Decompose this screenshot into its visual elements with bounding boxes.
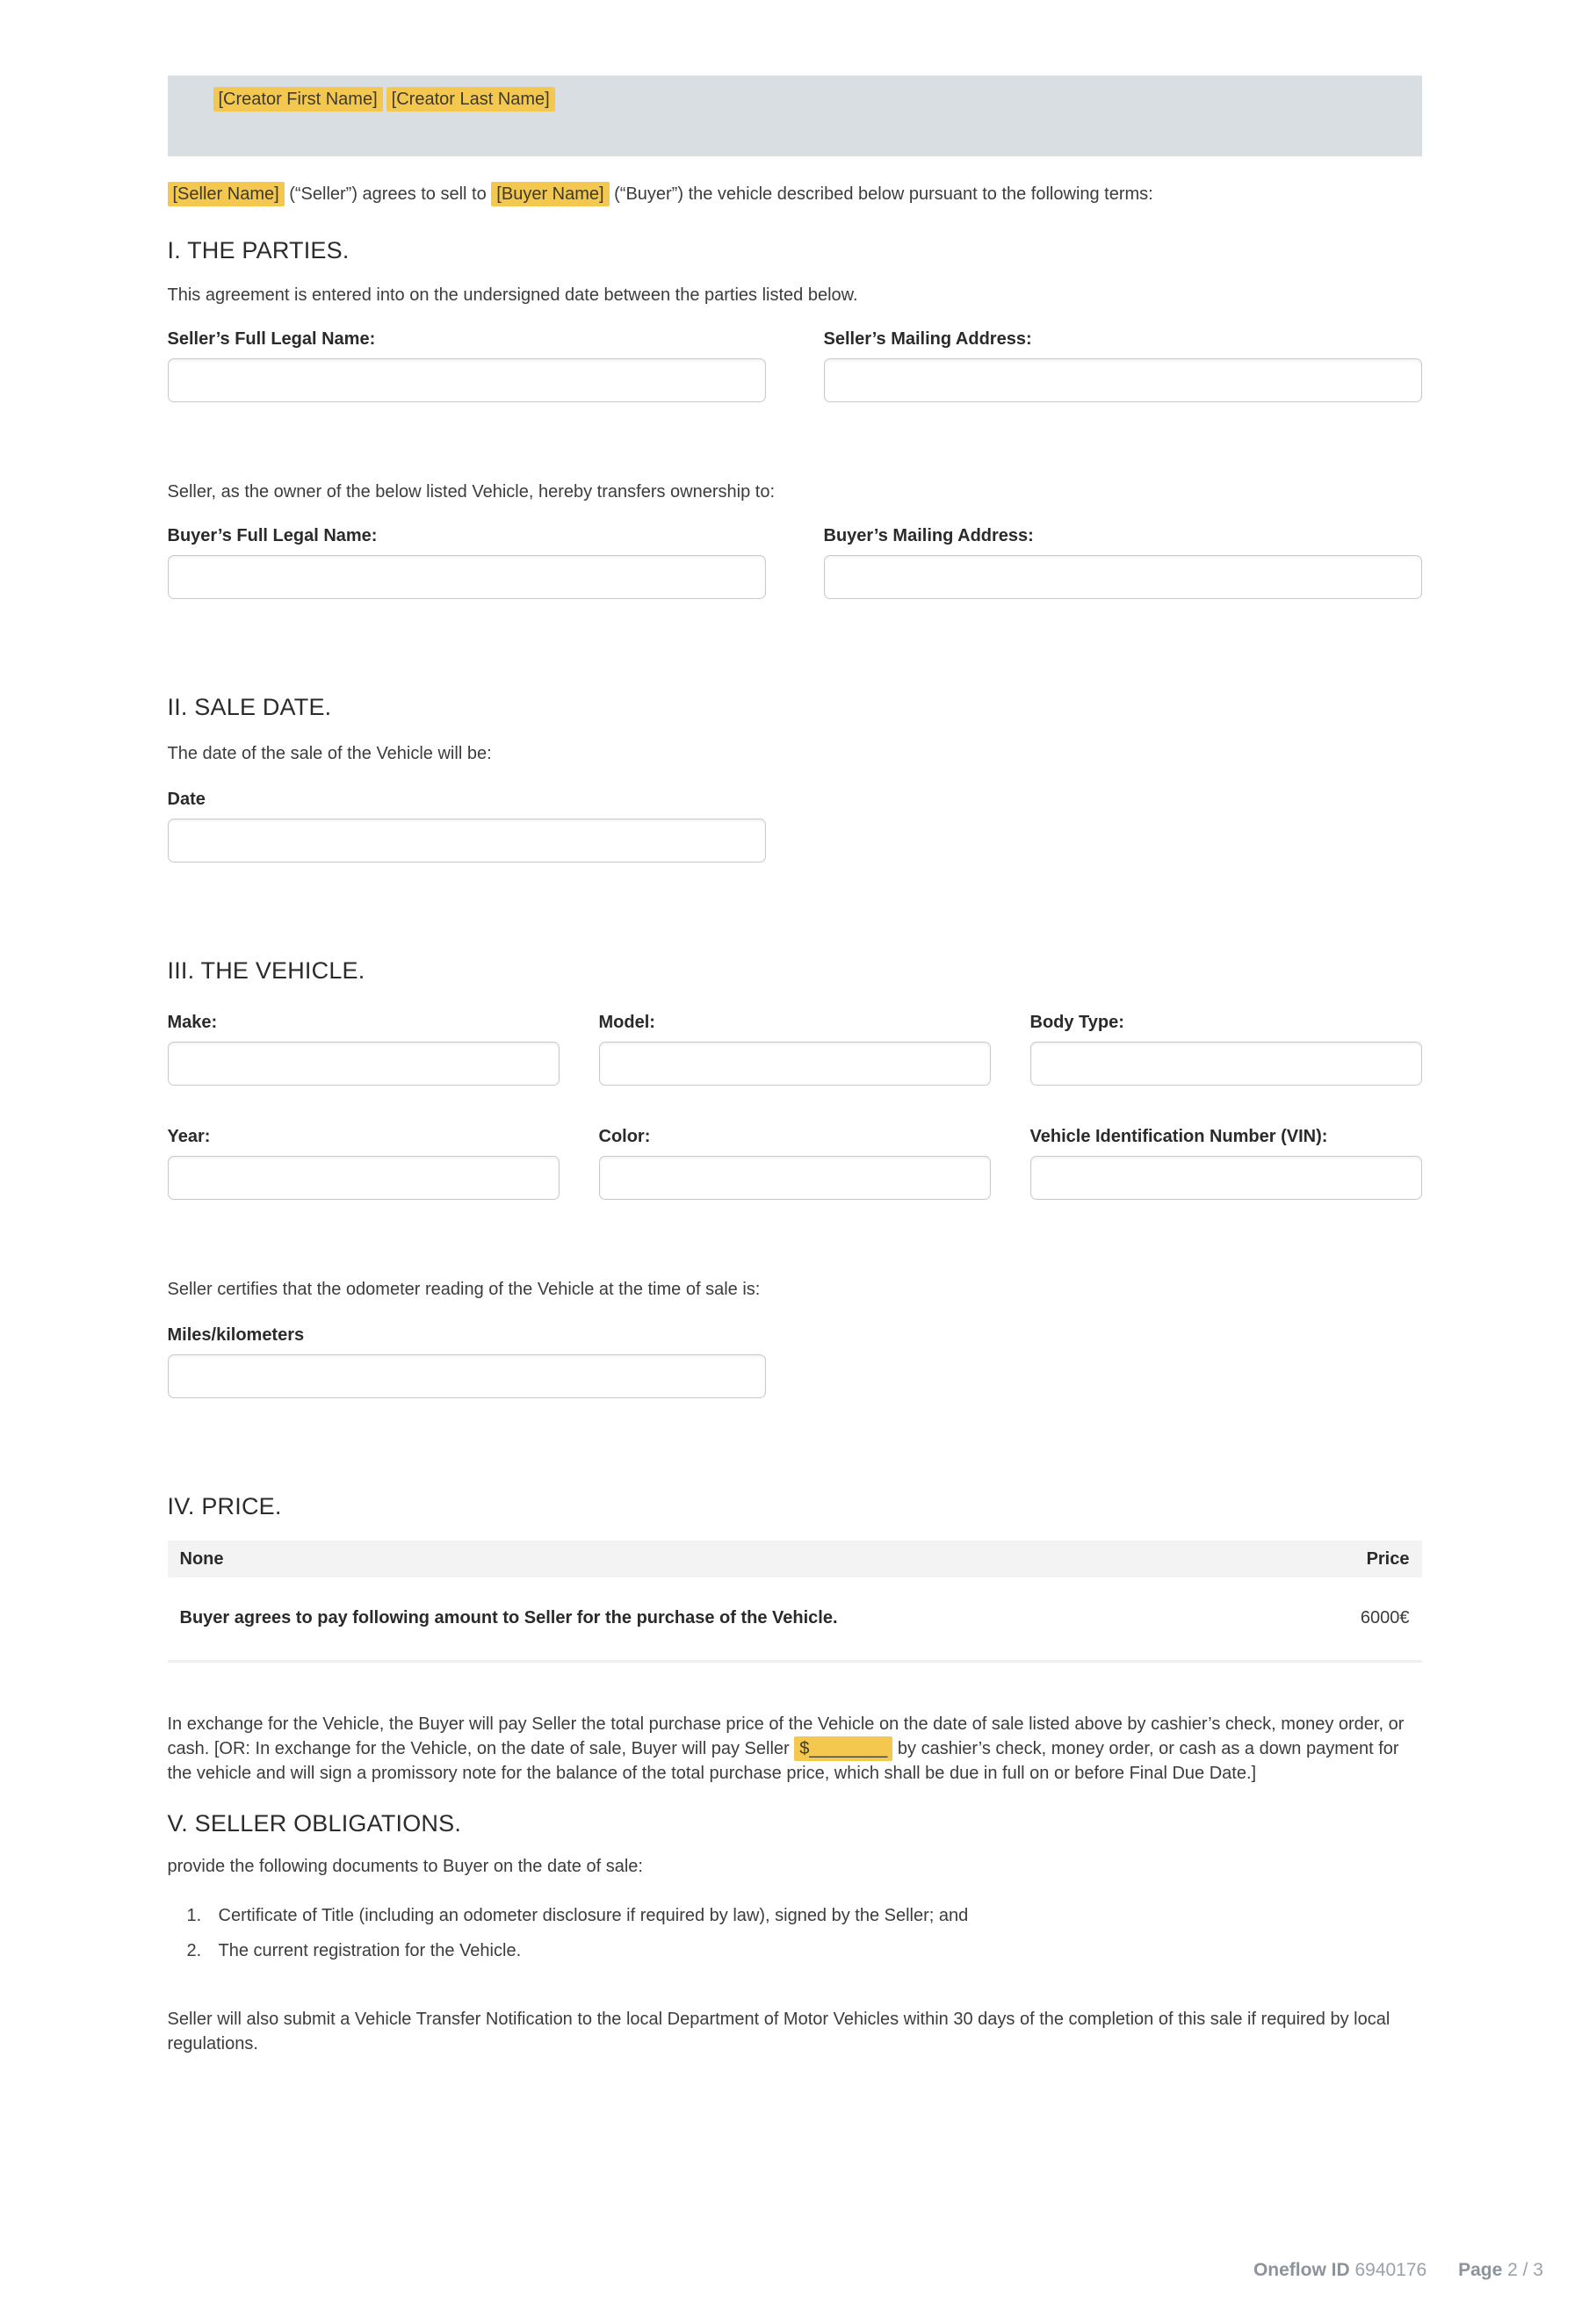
price-table-row	[168, 1577, 1422, 1663]
seller-name-field	[168, 328, 766, 402]
vehicle-fields-row-2	[168, 1126, 1422, 1200]
buyer-name-label: Buyer’s Full Legal Name:	[167, 526, 378, 545]
list-item-number: 2.	[186, 1941, 202, 1960]
buyer-address-input[interactable]	[824, 555, 1422, 599]
price-table-header	[168, 1541, 1422, 1577]
sale-date-description: The date of the sale of the Vehicle will be:	[167, 744, 492, 763]
page-value: 2 / 3	[1507, 2260, 1543, 2280]
list-item-text: Certificate of Title (including an odometer disclosure if required by law), signed by the Seller; and	[218, 1906, 969, 1925]
section-title-parties: I. THE PARTIES.	[167, 237, 350, 263]
section-title-sale-date: II. SALE DATE.	[167, 694, 332, 720]
parties-description: This agreement is entered into on the undersigned date between the parties listed below.	[167, 285, 858, 305]
price-row-label: Buyer agrees to pay following amount to Seller for the purchase of the Vehicle.	[179, 1608, 838, 1628]
seller-name-label: Seller’s Full Legal Name:	[167, 329, 376, 349]
section-title-vehicle: III. THE VEHICLE.	[167, 957, 365, 984]
odometer-text: Seller certifies that the odometer reading of the Vehicle at the time of sale is:	[167, 1280, 761, 1299]
obligation-item	[168, 1938, 1422, 1963]
date-input[interactable]	[168, 819, 766, 862]
miles-input[interactable]	[168, 1354, 766, 1398]
intro-paragraph	[168, 181, 1422, 207]
price-terms-text-1: In exchange for the Vehicle, the Buyer will pay Seller the total purchase price of the Vehicle on the date of sale listed above by cashier’s check, money order, or cash. [OR: In exchange for the Vehicle, on the date of sale, Buyer will pay Seller	[167, 1714, 1405, 1758]
document-page	[168, 76, 1422, 2056]
model-label: Model:	[598, 1013, 655, 1032]
make-input[interactable]	[168, 1042, 560, 1086]
seller-fields-row	[168, 328, 1422, 402]
seller-name-input[interactable]	[168, 358, 766, 402]
price-terms-paragraph	[168, 1712, 1422, 1786]
price-table-header-price: Price	[1366, 1548, 1410, 1569]
date-field	[168, 789, 766, 862]
vehicle-fields-row-1	[168, 1012, 1422, 1086]
price-table-header-none: None	[179, 1548, 224, 1569]
transfer-ownership-text: Seller, as the owner of the below listed Vehicle, hereby transfers ownership to:	[167, 482, 775, 502]
list-item-number: 1.	[186, 1906, 202, 1925]
creator-header-box	[168, 76, 1422, 156]
buyer-address-label: Buyer’s Mailing Address:	[823, 526, 1034, 545]
miles-field-row	[168, 1324, 1422, 1398]
buyer-name-input[interactable]	[168, 555, 766, 599]
body-type-label: Body Type:	[1029, 1013, 1124, 1032]
model-field	[599, 1012, 991, 1086]
body-type-field	[1030, 1012, 1422, 1086]
obligation-item	[168, 1903, 1422, 1928]
section-title-price: IV. PRICE.	[167, 1493, 282, 1519]
intro-text-1: (“Seller”) agrees to sell to	[284, 184, 492, 204]
section-title-obligations: V. SELLER OBLIGATIONS.	[167, 1810, 462, 1837]
miles-label: Miles/kilometers	[167, 1325, 305, 1345]
price-table	[168, 1541, 1422, 1663]
intro-text-2: (“Buyer”) the vehicle described below pursuant to the following terms:	[609, 184, 1153, 204]
model-input[interactable]	[599, 1042, 991, 1086]
oneflow-id-value: 6940176	[1354, 2260, 1427, 2280]
color-label: Color:	[598, 1127, 651, 1146]
date-label: Date	[167, 790, 206, 809]
date-field-row	[168, 789, 1422, 862]
creator-last-name-tag: [Creator Last Name]	[386, 87, 555, 112]
creator-first-name-tag: [Creator First Name]	[213, 87, 383, 112]
make-label: Make:	[167, 1013, 218, 1032]
obligations-list	[168, 1903, 1422, 1963]
page-label: Page	[1458, 2260, 1503, 2280]
seller-address-input[interactable]	[824, 358, 1422, 402]
seller-name-tag: [Seller Name]	[168, 182, 285, 206]
vin-input[interactable]	[1030, 1156, 1422, 1200]
price-terms-text-2: by cashier’s check, money order, or cash as a down payment for the vehicle and will sign a promissory note for the balance of the total purchase price, which shall be due in full on or before Final Due Date.]	[167, 1739, 1399, 1783]
obligations-intro: provide the following documents to Buyer on the date of sale:	[167, 1857, 643, 1876]
closing-paragraph: Seller will also submit a Vehicle Transfer Notification to the local Department of Motor Vehicles within 30 days of the completion of this sale if required by local regulations.	[167, 2010, 1390, 2053]
year-input[interactable]	[168, 1156, 560, 1200]
list-item-text: The current registration for the Vehicle.	[218, 1941, 522, 1960]
buyer-address-field	[824, 525, 1422, 599]
color-field	[599, 1126, 991, 1200]
color-input[interactable]	[599, 1156, 991, 1200]
buyer-name-tag: [Buyer Name]	[491, 182, 609, 206]
vin-label: Vehicle Identification Number (VIN):	[1029, 1127, 1328, 1146]
year-label: Year:	[167, 1127, 211, 1146]
seller-address-field	[824, 328, 1422, 402]
miles-field	[168, 1324, 766, 1398]
body-type-input[interactable]	[1030, 1042, 1422, 1086]
price-amount-tag: $________	[794, 1736, 892, 1761]
make-field	[168, 1012, 560, 1086]
buyer-fields-row	[168, 525, 1422, 599]
vin-field	[1030, 1126, 1422, 1200]
year-field	[168, 1126, 560, 1200]
oneflow-id-label: Oneflow ID	[1253, 2260, 1350, 2280]
page-footer	[1253, 2257, 1543, 2284]
price-row-value: 6000€	[1360, 1608, 1410, 1628]
buyer-name-field	[168, 525, 766, 599]
seller-address-label: Seller’s Mailing Address:	[823, 329, 1032, 349]
